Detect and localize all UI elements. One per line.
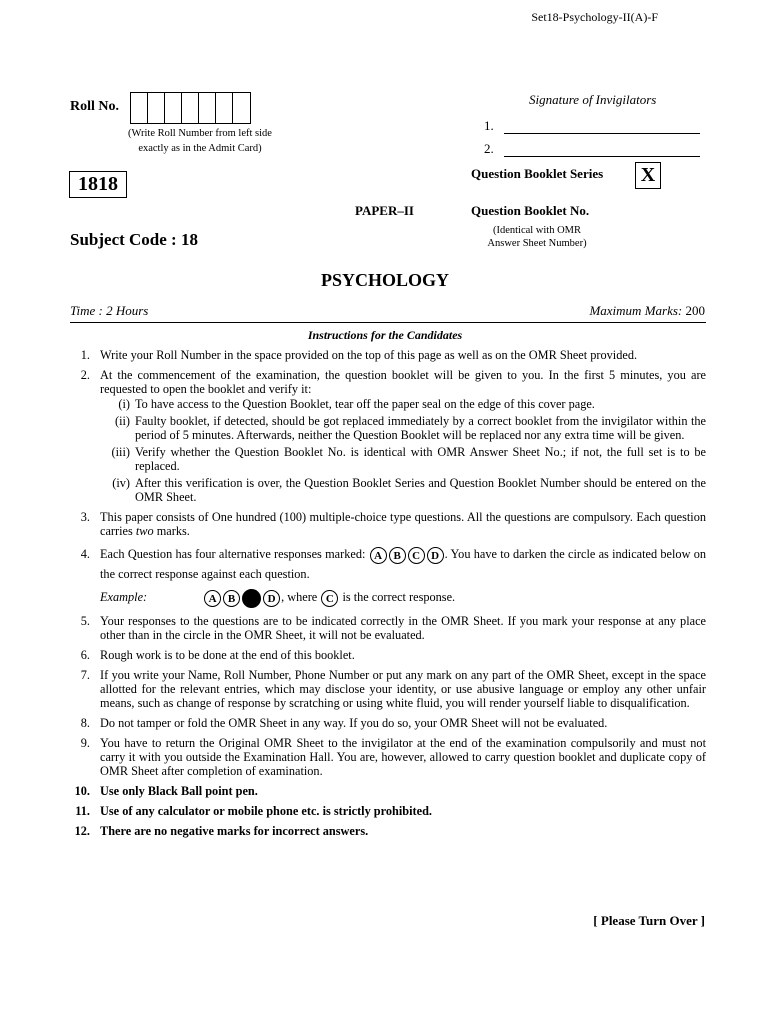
option-circle-c: C (408, 547, 425, 564)
paper-label: PAPER–II (355, 203, 414, 218)
instruction-item: 3. This paper consists of One hundred (100) multiple-choice type questions. All the questions are compulsory. Each question carries two marks. (80, 510, 706, 538)
please-turn-over: [ Please Turn Over ] (593, 913, 705, 928)
instructions-title: Instructions for the Candidates (307, 328, 463, 342)
instruction-item: 10. Use only Black Ball point pen. (74, 784, 258, 798)
option-circle-b: B (389, 547, 406, 564)
question-booklet-number-label: Question Booklet No. (471, 203, 590, 218)
instruction-subitem: (i) To have access to the Question Booklet, tear off the paper seal on the edge of this cover page. (118, 397, 595, 411)
option-circle-d: D (427, 547, 444, 564)
subject-code: Subject Code : 18 (70, 230, 198, 249)
roll-digit-box[interactable] (148, 93, 165, 123)
instruction-item: 9. You have to return the Original OMR Sheet to the invigilator at the end of the examination compulsorily and must not carry it with you outside the Examination Hall. You are, however, allowed to carry question booklet and duplicate copy of OMR Sheet after completion of examination. (80, 736, 706, 778)
roll-digit-box[interactable] (233, 93, 250, 123)
roll-digit-box[interactable] (216, 93, 233, 123)
instruction-item: 4. Each Question has four alternative responses marked: A B C D . You have to darken the circle as indicated below on the correct response against each question. Example: A B D , where C is the correct response. (70, 544, 706, 608)
set-code: Set18-Psychology-II(A)-F (531, 10, 658, 24)
instruction-item: 1. Write your Roll Number in the space provided on the top of this page as well as on the OMR Sheet provided. (80, 348, 638, 362)
invigilator-signature-2[interactable]: 2. (484, 141, 700, 157)
question-booklet-number-note: (Identical with OMR Answer Sheet Number) (487, 225, 587, 249)
example-correct-option: C (321, 590, 338, 607)
invigilator-signature-1[interactable]: 1. (484, 118, 700, 134)
roll-digit-box[interactable] (165, 93, 182, 123)
subject-name: PSYCHOLOGY (320, 270, 449, 290)
instruction-sublist (100, 397, 706, 504)
instruction-item: 11. Use of any calculator or mobile phone etc. is strictly prohibited. (75, 804, 432, 818)
booklet-code: 1818 (69, 171, 127, 198)
instruction-item: 12. There are no negative marks for incorrect answers. (74, 824, 369, 838)
divider (70, 322, 706, 323)
roll-digit-box[interactable] (199, 93, 216, 123)
roll-number-label: Roll No. (70, 99, 119, 114)
instruction-subitem: (ii) Faulty booklet, if detected, should be got replaced immediately by a correct booklet from the invigilator within the period of 5 minutes. Afterwards, neither the Question Booklet will be replaced nor any extra time will be given. (114, 414, 706, 442)
example-row: Example: A B D , where C is the correct response. (100, 586, 706, 608)
instruction-subitem: (iv) After this verification is over, the Question Booklet Series and Question Booklet Number should be entered on the OMR Sheet. (112, 476, 706, 504)
instructions-list (70, 348, 706, 844)
instruction-item: 2. At the commencement of the examination, the question booklet will be given to you. In the first 5 minutes, you are requested to open the booklet and verify it: (i) To have access to the Question Booklet, tear off the paper seal on the edge of this cover page. (ii) Faulty booklet, if detected, should be got replaced immediately by a correct booklet from the invigilator within the period of 5 minutes. Afterwards, neither the Question Booklet will be replaced nor any extra time will be given. (iii) Verify whether the Question Booklet No. is identical with OMR Answer Sheet No.; if not, the full set is to be replaced. (iv) After this verification is over, the Question Booklet Series and Question Booklet Number should be entered on the OMR Sheet. (80, 368, 706, 504)
example-option-filled (242, 589, 261, 608)
question-booklet-series-value: X (635, 162, 661, 189)
exam-time: Time : 2 Hours (70, 303, 149, 318)
roll-number-boxes[interactable] (130, 92, 251, 124)
example-option-a: A (204, 590, 221, 607)
instruction-item: 8. Do not tamper or fold the OMR Sheet in any way. If you do so, your OMR Sheet will not be evaluated. (80, 716, 608, 730)
instruction-item: 6. Rough work is to be done at the end of this booklet. (80, 648, 355, 662)
invigilator-signature-title: Signature of Invigilators (529, 92, 657, 107)
instruction-subitem: (iii) Verify whether the Question Booklet No. is identical with OMR Answer Sheet No.; if not, the full set is to be replaced. (111, 445, 706, 473)
question-booklet-series-label: Question Booklet Series (471, 166, 604, 181)
option-circle-a: A (370, 547, 387, 564)
maximum-marks: Maximum Marks: 200 (589, 303, 705, 318)
roll-number-note: (Write Roll Number from left side exactly as in the Admit Card) (128, 128, 272, 154)
instruction-item: 5. Your responses to the questions are to be indicated correctly in the OMR Sheet. If you mark your response at any place other than in the circle in the OMR Sheet, it will not be evaluated. (80, 614, 706, 642)
example-option-d: D (263, 590, 280, 607)
example-option-b: B (223, 590, 240, 607)
roll-digit-box[interactable] (182, 93, 199, 123)
roll-digit-box[interactable] (131, 93, 148, 123)
instruction-item: 7. If you write your Name, Roll Number, Phone Number or put any mark on any part of the OMR Sheet, except in the space allotted for the relevant entries, which may disclose your identity, or use abusive language or employ any other unfair means, such as change of response by scratching or using white fluid, you will render yourself liable to disqualification. (80, 668, 706, 710)
